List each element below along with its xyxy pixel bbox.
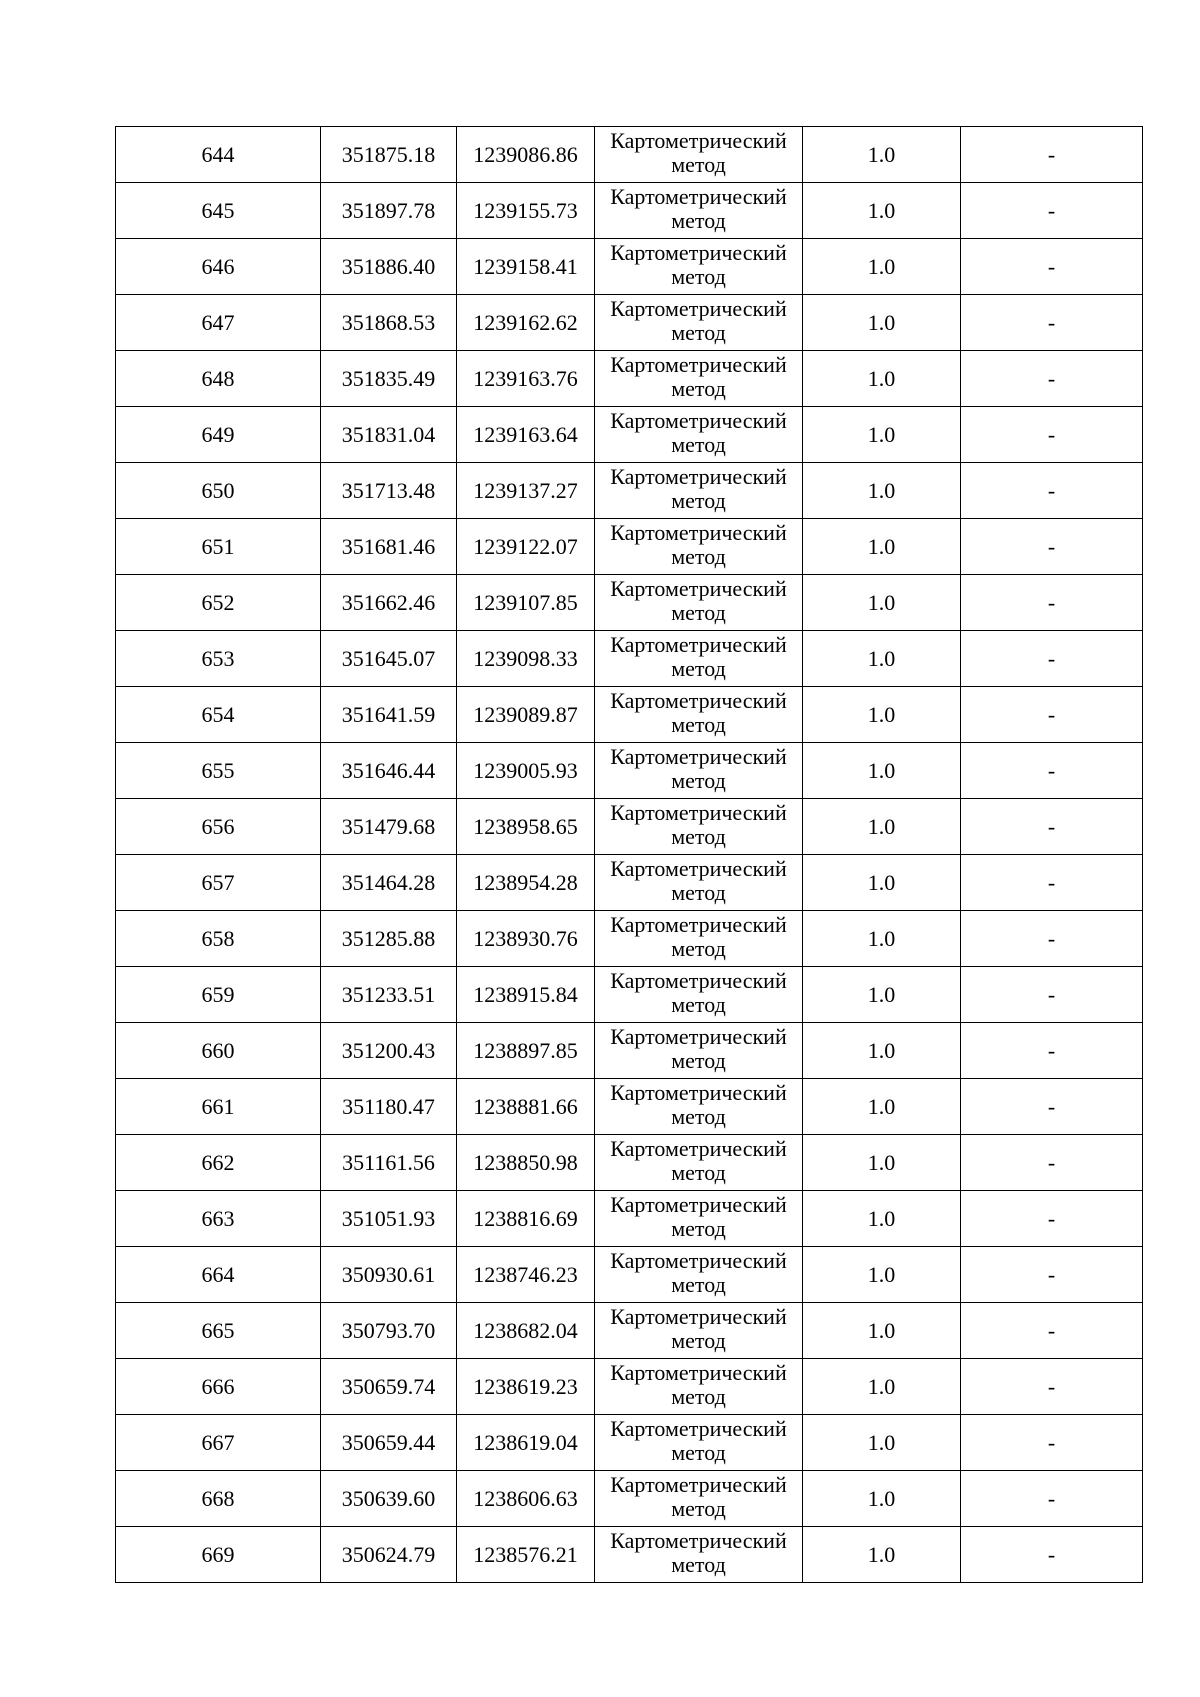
point-number-cell: 659 <box>116 967 321 1023</box>
point-number-cell: 644 <box>116 127 321 183</box>
accuracy-cell: 1.0 <box>803 911 961 967</box>
x-coordinate-cell: 351646.44 <box>321 743 457 799</box>
accuracy-cell: 1.0 <box>803 351 961 407</box>
point-number-cell: 649 <box>116 407 321 463</box>
accuracy-cell: 1.0 <box>803 631 961 687</box>
x-coordinate-cell: 350659.44 <box>321 1415 457 1471</box>
accuracy-cell: 1.0 <box>803 575 961 631</box>
x-coordinate-cell: 351645.07 <box>321 631 457 687</box>
x-coordinate-cell: 351479.68 <box>321 799 457 855</box>
y-coordinate-cell: 1238897.85 <box>457 1023 595 1079</box>
description-cell: - <box>961 967 1143 1023</box>
x-coordinate-cell: 350639.60 <box>321 1471 457 1527</box>
point-number-cell: 667 <box>116 1415 321 1471</box>
description-cell: - <box>961 1303 1143 1359</box>
y-coordinate-cell: 1239086.86 <box>457 127 595 183</box>
method-cell: Картометрический метод <box>595 743 803 799</box>
table-row <box>116 183 1143 239</box>
description-cell: - <box>961 1023 1143 1079</box>
table-row <box>116 127 1143 183</box>
table-row <box>116 1415 1143 1471</box>
y-coordinate-cell: 1238930.76 <box>457 911 595 967</box>
point-number-cell: 664 <box>116 1247 321 1303</box>
y-coordinate-cell: 1239089.87 <box>457 687 595 743</box>
method-cell: Картометрический метод <box>595 855 803 911</box>
table-row <box>116 967 1143 1023</box>
y-coordinate-cell: 1239163.76 <box>457 351 595 407</box>
description-cell: - <box>961 183 1143 239</box>
description-cell: - <box>961 855 1143 911</box>
table-row <box>116 1527 1143 1583</box>
y-coordinate-cell: 1239122.07 <box>457 519 595 575</box>
description-cell: - <box>961 743 1143 799</box>
x-coordinate-cell: 351662.46 <box>321 575 457 631</box>
x-coordinate-cell: 351875.18 <box>321 127 457 183</box>
table-row <box>116 855 1143 911</box>
x-coordinate-cell: 351464.28 <box>321 855 457 911</box>
table-row <box>116 1359 1143 1415</box>
x-coordinate-cell: 351180.47 <box>321 1079 457 1135</box>
accuracy-cell: 1.0 <box>803 1023 961 1079</box>
point-number-cell: 663 <box>116 1191 321 1247</box>
description-cell: - <box>961 631 1143 687</box>
point-number-cell: 660 <box>116 1023 321 1079</box>
y-coordinate-cell: 1238619.04 <box>457 1415 595 1471</box>
y-coordinate-cell: 1238881.66 <box>457 1079 595 1135</box>
method-cell: Картометрический метод <box>595 1247 803 1303</box>
method-cell: Картометрический метод <box>595 1191 803 1247</box>
y-coordinate-cell: 1238619.23 <box>457 1359 595 1415</box>
accuracy-cell: 1.0 <box>803 1247 961 1303</box>
method-cell: Картометрический метод <box>595 1527 803 1583</box>
accuracy-cell: 1.0 <box>803 855 961 911</box>
table-row <box>116 519 1143 575</box>
description-cell: - <box>961 1415 1143 1471</box>
point-number-cell: 668 <box>116 1471 321 1527</box>
table-row <box>116 575 1143 631</box>
x-coordinate-cell: 351233.51 <box>321 967 457 1023</box>
accuracy-cell: 1.0 <box>803 1191 961 1247</box>
method-cell: Картометрический метод <box>595 575 803 631</box>
method-cell: Картометрический метод <box>595 463 803 519</box>
x-coordinate-cell: 351831.04 <box>321 407 457 463</box>
x-coordinate-cell: 351285.88 <box>321 911 457 967</box>
point-number-cell: 662 <box>116 1135 321 1191</box>
x-coordinate-cell: 351886.40 <box>321 239 457 295</box>
accuracy-cell: 1.0 <box>803 407 961 463</box>
y-coordinate-cell: 1239107.85 <box>457 575 595 631</box>
y-coordinate-cell: 1239137.27 <box>457 463 595 519</box>
table-row <box>116 1303 1143 1359</box>
y-coordinate-cell: 1238954.28 <box>457 855 595 911</box>
method-cell: Картометрический метод <box>595 1079 803 1135</box>
method-cell: Картометрический метод <box>595 519 803 575</box>
accuracy-cell: 1.0 <box>803 1471 961 1527</box>
y-coordinate-cell: 1238958.65 <box>457 799 595 855</box>
description-cell: - <box>961 911 1143 967</box>
table-row <box>116 799 1143 855</box>
y-coordinate-cell: 1238746.23 <box>457 1247 595 1303</box>
y-coordinate-cell: 1239162.62 <box>457 295 595 351</box>
y-coordinate-cell: 1238606.63 <box>457 1471 595 1527</box>
table-body <box>116 127 1143 1583</box>
accuracy-cell: 1.0 <box>803 519 961 575</box>
point-number-cell: 656 <box>116 799 321 855</box>
method-cell: Картометрический метод <box>595 239 803 295</box>
x-coordinate-cell: 350659.74 <box>321 1359 457 1415</box>
accuracy-cell: 1.0 <box>803 295 961 351</box>
x-coordinate-cell: 351681.46 <box>321 519 457 575</box>
accuracy-cell: 1.0 <box>803 1359 961 1415</box>
accuracy-cell: 1.0 <box>803 1303 961 1359</box>
table-row <box>116 743 1143 799</box>
x-coordinate-cell: 351835.49 <box>321 351 457 407</box>
method-cell: Картометрический метод <box>595 1359 803 1415</box>
accuracy-cell: 1.0 <box>803 1527 961 1583</box>
point-number-cell: 654 <box>116 687 321 743</box>
description-cell: - <box>961 575 1143 631</box>
method-cell: Картометрический метод <box>595 799 803 855</box>
point-number-cell: 669 <box>116 1527 321 1583</box>
method-cell: Картометрический метод <box>595 127 803 183</box>
method-cell: Картометрический метод <box>595 911 803 967</box>
accuracy-cell: 1.0 <box>803 687 961 743</box>
method-cell: Картометрический метод <box>595 1415 803 1471</box>
table-row <box>116 1471 1143 1527</box>
point-number-cell: 651 <box>116 519 321 575</box>
table-row <box>116 407 1143 463</box>
method-cell: Картометрический метод <box>595 295 803 351</box>
method-cell: Картометрический метод <box>595 687 803 743</box>
description-cell: - <box>961 1191 1143 1247</box>
point-number-cell: 661 <box>116 1079 321 1135</box>
x-coordinate-cell: 351051.93 <box>321 1191 457 1247</box>
description-cell: - <box>961 1247 1143 1303</box>
description-cell: - <box>961 1079 1143 1135</box>
accuracy-cell: 1.0 <box>803 463 961 519</box>
accuracy-cell: 1.0 <box>803 183 961 239</box>
y-coordinate-cell: 1239158.41 <box>457 239 595 295</box>
point-number-cell: 658 <box>116 911 321 967</box>
y-coordinate-cell: 1238576.21 <box>457 1527 595 1583</box>
method-cell: Картометрический метод <box>595 183 803 239</box>
method-cell: Картометрический метод <box>595 1303 803 1359</box>
accuracy-cell: 1.0 <box>803 1079 961 1135</box>
table-row <box>116 463 1143 519</box>
table-row <box>116 295 1143 351</box>
method-cell: Картометрический метод <box>595 1135 803 1191</box>
table-row <box>116 1247 1143 1303</box>
table-row <box>116 911 1143 967</box>
y-coordinate-cell: 1239163.64 <box>457 407 595 463</box>
description-cell: - <box>961 351 1143 407</box>
table-row <box>116 1079 1143 1135</box>
description-cell: - <box>961 1135 1143 1191</box>
point-number-cell: 653 <box>116 631 321 687</box>
x-coordinate-cell: 350930.61 <box>321 1247 457 1303</box>
table-row <box>116 687 1143 743</box>
y-coordinate-cell: 1238682.04 <box>457 1303 595 1359</box>
y-coordinate-cell: 1238816.69 <box>457 1191 595 1247</box>
x-coordinate-cell: 350793.70 <box>321 1303 457 1359</box>
y-coordinate-cell: 1239155.73 <box>457 183 595 239</box>
point-number-cell: 657 <box>116 855 321 911</box>
accuracy-cell: 1.0 <box>803 799 961 855</box>
description-cell: - <box>961 407 1143 463</box>
method-cell: Картометрический метод <box>595 631 803 687</box>
x-coordinate-cell: 351641.59 <box>321 687 457 743</box>
point-number-cell: 650 <box>116 463 321 519</box>
table-row <box>116 239 1143 295</box>
description-cell: - <box>961 295 1143 351</box>
table-row <box>116 351 1143 407</box>
table-row <box>116 631 1143 687</box>
y-coordinate-cell: 1238915.84 <box>457 967 595 1023</box>
method-cell: Картометрический метод <box>595 351 803 407</box>
description-cell: - <box>961 127 1143 183</box>
description-cell: - <box>961 1527 1143 1583</box>
x-coordinate-cell: 350624.79 <box>321 1527 457 1583</box>
method-cell: Картометрический метод <box>595 1471 803 1527</box>
accuracy-cell: 1.0 <box>803 239 961 295</box>
description-cell: - <box>961 687 1143 743</box>
table-row <box>116 1023 1143 1079</box>
description-cell: - <box>961 463 1143 519</box>
point-number-cell: 666 <box>116 1359 321 1415</box>
y-coordinate-cell: 1239005.93 <box>457 743 595 799</box>
description-cell: - <box>961 799 1143 855</box>
method-cell: Картометрический метод <box>595 1023 803 1079</box>
coordinates-table <box>115 126 1143 1583</box>
table-row <box>116 1135 1143 1191</box>
x-coordinate-cell: 351868.53 <box>321 295 457 351</box>
x-coordinate-cell: 351161.56 <box>321 1135 457 1191</box>
description-cell: - <box>961 239 1143 295</box>
method-cell: Картометрический метод <box>595 967 803 1023</box>
description-cell: - <box>961 1359 1143 1415</box>
x-coordinate-cell: 351200.43 <box>321 1023 457 1079</box>
table-row <box>116 1191 1143 1247</box>
method-cell: Картометрический метод <box>595 407 803 463</box>
y-coordinate-cell: 1239098.33 <box>457 631 595 687</box>
description-cell: - <box>961 519 1143 575</box>
accuracy-cell: 1.0 <box>803 967 961 1023</box>
point-number-cell: 647 <box>116 295 321 351</box>
accuracy-cell: 1.0 <box>803 127 961 183</box>
x-coordinate-cell: 351713.48 <box>321 463 457 519</box>
point-number-cell: 665 <box>116 1303 321 1359</box>
point-number-cell: 646 <box>116 239 321 295</box>
accuracy-cell: 1.0 <box>803 1415 961 1471</box>
description-cell: - <box>961 1471 1143 1527</box>
y-coordinate-cell: 1238850.98 <box>457 1135 595 1191</box>
point-number-cell: 645 <box>116 183 321 239</box>
point-number-cell: 655 <box>116 743 321 799</box>
point-number-cell: 652 <box>116 575 321 631</box>
point-number-cell: 648 <box>116 351 321 407</box>
x-coordinate-cell: 351897.78 <box>321 183 457 239</box>
accuracy-cell: 1.0 <box>803 743 961 799</box>
accuracy-cell: 1.0 <box>803 1135 961 1191</box>
